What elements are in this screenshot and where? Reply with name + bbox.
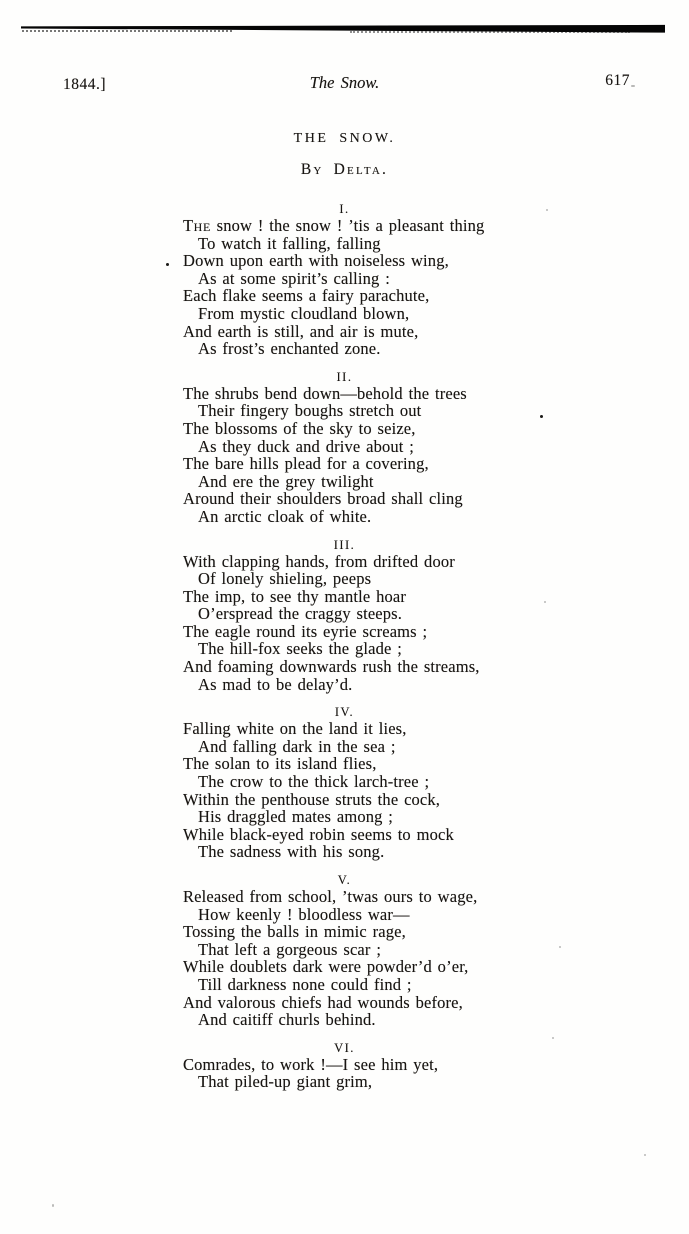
page-number: 617 — [605, 72, 630, 89]
poem-line: The eagle round its eyrie screams ; — [183, 621, 428, 641]
poem-line: That piled-up giant grim, — [198, 1072, 373, 1092]
scan-artifact-fragment — [350, 31, 630, 33]
poem-line: Each flake seems a fairy parachute, — [183, 286, 430, 306]
poem-line: The solan to its island flies, — [183, 754, 377, 774]
poem-line: As frost’s enchanted zone. — [198, 339, 381, 359]
poem — [0, 201, 689, 1102]
stanza-numeral: III. — [333, 537, 356, 552]
poem-line: And ere the grey twilight — [198, 471, 374, 491]
scan-speck — [644, 1154, 646, 1156]
scan-speck — [544, 601, 546, 603]
poem-line: The hill-fox seeks the glade ; — [198, 639, 402, 659]
poem-line: That left a gorgeous scar ; — [198, 939, 382, 959]
poem-line: As at some spirit’s calling : — [198, 268, 390, 288]
poem-line: O’erspread the craggy steeps. — [198, 604, 403, 624]
poem-line: While black-eyed robin seems to mock — [183, 824, 454, 844]
header-year: 1844.] — [63, 76, 107, 93]
poem-line: Till darkness none could find ; — [198, 974, 412, 994]
poem-line: The crow to the thick larch-tree ; — [198, 772, 430, 792]
poem-line: The snow ! the snow ! ’tis a pleasant thing — [183, 216, 485, 235]
poem-line: As mad to be delay’d. — [198, 674, 353, 694]
stanza — [0, 704, 689, 861]
poem-line: Comrades, to work !—I see him yet, — [183, 1054, 439, 1074]
poem-line: An arctic cloak of white. — [198, 506, 372, 526]
scan-speck — [546, 209, 548, 211]
byline: By Delta. — [300, 161, 389, 178]
poem-line: Released from school, ’twas ours to wage, — [183, 887, 478, 906]
smallcaps-lead: The — [183, 216, 211, 235]
scan-speck — [52, 1204, 54, 1207]
scan-speck — [166, 263, 169, 266]
running-header — [0, 73, 689, 95]
stanza — [0, 872, 689, 1029]
poem-line: While doublets dark were powder’d o’er, — [183, 957, 469, 977]
poem-line: Within the penthouse struts the cock, — [183, 789, 441, 809]
poem-line: The sadness with his song. — [198, 842, 385, 862]
scan-speck — [559, 946, 561, 948]
running-title: The Snow. — [309, 73, 380, 92]
poem-line: His draggled mates among ; — [198, 807, 394, 827]
stanza-numeral: II. — [336, 369, 353, 384]
stanza — [0, 537, 689, 694]
poem-line: The bare hills plead for a covering, — [183, 454, 429, 474]
poem-line: To watch it falling, falling — [198, 233, 381, 253]
poem-line: And caitiff churls behind. — [198, 1010, 376, 1030]
scan-speck — [631, 85, 635, 87]
poem-line: As they duck and drive about ; — [198, 436, 415, 456]
poem-line: Of lonely shieling, peeps — [198, 569, 372, 589]
stanza-numeral: IV. — [334, 705, 355, 720]
poem-line: Their fingery boughs stretch out — [198, 401, 422, 421]
stanza-numeral: VI. — [334, 1040, 355, 1055]
scan-speck — [552, 1037, 554, 1039]
scan-speck — [540, 415, 543, 418]
poem-line: The imp, to see thy mantle hoar — [183, 586, 407, 606]
poem-line: Around their shoulders broad shall cling — [183, 489, 463, 509]
scan-artifact-fragment — [22, 30, 232, 32]
stanza-numeral: V. — [337, 873, 352, 887]
stanza — [0, 369, 689, 526]
poem-line: Falling white on the land it lies, — [183, 719, 407, 739]
poem-line: And valorous chiefs had wounds before, — [183, 992, 463, 1012]
poem-line: Tossing the balls in mimic rage, — [183, 922, 406, 942]
poem-line: With clapping hands, from drifted door — [183, 551, 455, 571]
poem-line: The shrubs bend down—behold the trees — [183, 383, 467, 403]
poem-line: And foaming downwards rush the streams, — [183, 657, 480, 677]
poem-line: How keenly ! bloodless war— — [198, 904, 410, 924]
poem-title: THE SNOW. — [293, 131, 396, 146]
poem-line: From mystic cloudland blown, — [198, 303, 410, 323]
stanza — [0, 201, 689, 358]
poem-line: The blossoms of the sky to seize, — [183, 418, 416, 438]
poem-line: And falling dark in the sea ; — [198, 736, 396, 756]
stanza-numeral: I. — [339, 202, 350, 216]
stanza — [0, 1040, 689, 1091]
poem-line: And earth is still, and air is mute, — [183, 321, 419, 341]
poem-line: Down upon earth with noiseless wing, — [183, 251, 449, 271]
